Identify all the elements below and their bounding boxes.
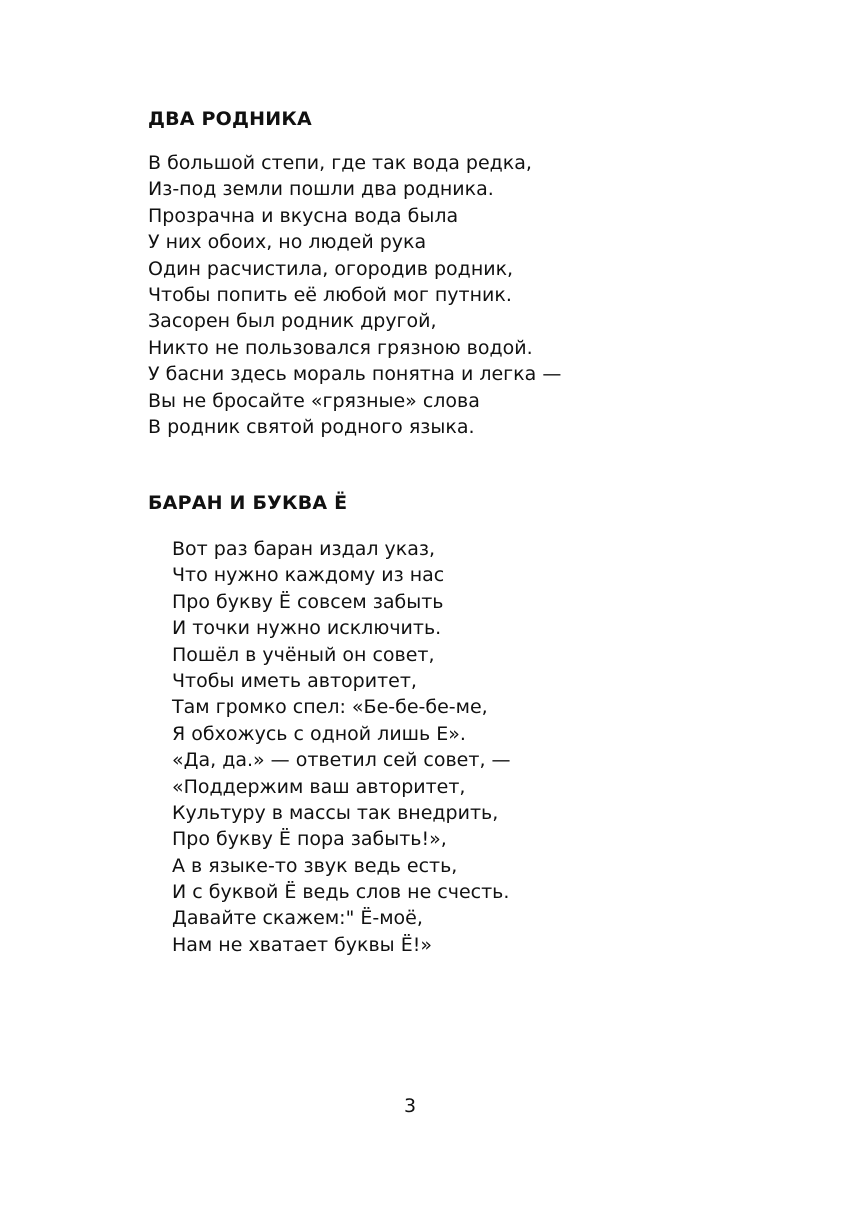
poem-line: Давайте скажем:" Ё-моё, — [172, 907, 423, 930]
poem-line: Чтобы иметь авторитет, — [172, 669, 417, 692]
poem-line: Засорен был родник другой, — [148, 310, 437, 333]
poem-line: Там громко спел: «Бе-бе-бе-ме, — [172, 696, 488, 719]
poem-body-dva-rodnika — [148, 150, 561, 440]
poem-line: «Да, да.» — ответил сей совет, — — [172, 749, 511, 772]
page-number: 3 — [403, 1095, 417, 1117]
poem-title-baran-i-bukva: БАРАН И БУКВА Ё — [148, 492, 348, 514]
poem-line: Нам не хватает буквы Ё!» — [172, 933, 432, 956]
poem-line: А в языке-то звук ведь есть, — [172, 854, 458, 877]
poem-line: Что нужно каждому из нас — [172, 564, 445, 587]
poem-line: Вы не бросайте «грязные» слова — [148, 389, 480, 412]
poem-line: И с буквой Ё ведь слов не счесть. — [172, 881, 510, 904]
poem-line: Один расчистила, огородив родник, — [148, 257, 514, 280]
poem-line: Про букву Ё пора забыть!», — [172, 828, 447, 851]
poem-line: Я обхожусь с одной лишь Е». — [172, 722, 466, 745]
poem-title-dva-rodnika: ДВА РОДНИКА — [148, 108, 312, 130]
poem-line: Из-под земли пошли два родника. — [148, 178, 494, 201]
poem-line: Про букву Ё совсем забыть — [172, 590, 444, 613]
poem-line: Прозрачна и вкусна вода была — [148, 204, 459, 227]
poem-line: В большой степи, где так вода редка, — [148, 152, 532, 174]
poem-line: У басни здесь мораль понятна и легка — — [148, 363, 562, 386]
poem-line: И точки нужно исключить. — [172, 617, 442, 640]
poem-line: Никто не пользовался грязною водой. — [148, 336, 533, 359]
poem-line: Чтобы попить её любой мог путник. — [148, 283, 512, 306]
poem-line: Культуру в массы так внедрить, — [172, 801, 499, 824]
poem-line: У них обоих, но людей рука — [148, 231, 427, 254]
poem-line: «Поддержим ваш авторитет, — [172, 775, 466, 798]
poem-line: Пошёл в учёный он совет, — [172, 643, 435, 666]
poem-body-baran-i-bukva — [172, 536, 511, 958]
poem-line: В родник святой родного языка. — [148, 415, 475, 438]
poem-line: Вот раз баран издал указ, — [172, 538, 436, 560]
